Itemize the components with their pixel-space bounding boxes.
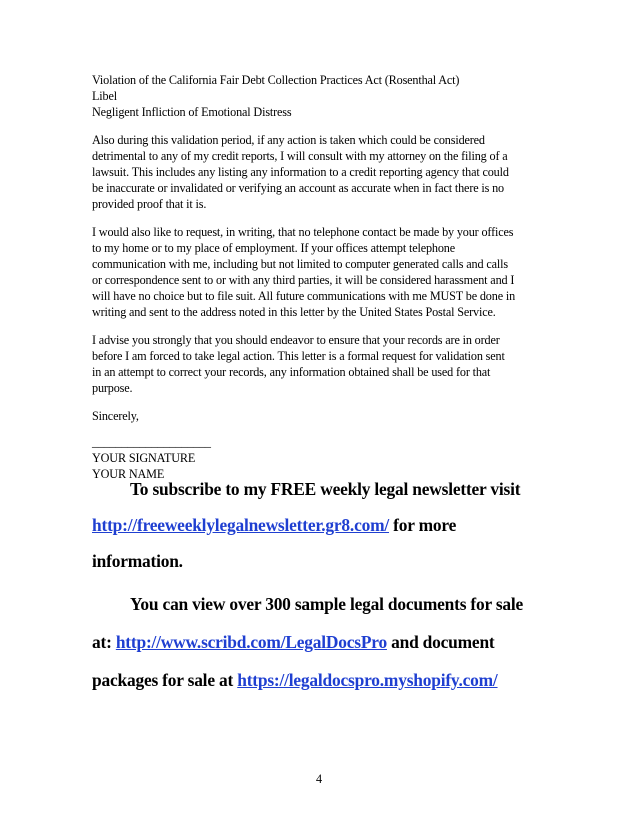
claim-item: Libel (92, 89, 117, 103)
shopify-link[interactable]: https://legaldocspro.myshopify.com/ (237, 670, 498, 690)
letter-body (92, 72, 552, 482)
promo-line (92, 514, 456, 536)
promo-text: for more (389, 515, 457, 535)
signature-line: ____________________ (92, 435, 211, 449)
promo-line: information. (92, 551, 183, 571)
name-label: YOUR NAME (92, 467, 165, 481)
paragraph-line: lawsuit. This includes any listing any information to a credit reporting agency that could (92, 165, 509, 179)
paragraph-line: purpose. (92, 381, 133, 395)
promo-line (92, 631, 495, 653)
promo-text: packages for sale at (92, 670, 238, 690)
promo-text: and document (386, 632, 495, 652)
paragraph-line: will have no choice but to file suit. All future communications with me MUST be done in (92, 289, 516, 303)
paragraph-line: I advise you strongly that you should endeavor to ensure that your records are in order (92, 333, 500, 347)
paragraph-telephone (92, 224, 552, 320)
paragraph-line: Also during this validation period, if any action is taken which could be considered (92, 133, 485, 147)
paragraph-line: to my home or to my place of employment. If your offices attempt telephone (92, 241, 455, 255)
claim-item: Negligent Infliction of Emotional Distress (92, 105, 292, 119)
paragraph-line: communication with me, including but not limited to computer generated calls and calls (92, 257, 508, 271)
claim-item: Violation of the California Fair Debt Collection Practices Act (Rosenthal Act) (92, 73, 460, 87)
newsletter-link[interactable]: http://freeweeklylegalnewsletter.gr8.com/ (92, 515, 390, 535)
claims-list (92, 72, 552, 120)
paragraph-validation (92, 132, 552, 212)
promo-line: To subscribe to my FREE weekly legal newsletter visit (130, 479, 521, 499)
promo-line (92, 669, 498, 691)
scribd-link[interactable]: http://www.scribd.com/LegalDocsPro (115, 632, 387, 652)
paragraph-line: I would also like to request, in writing, that no telephone contact be made by your offices (92, 225, 514, 239)
paragraph-advise (92, 332, 552, 396)
page-number: 4 (315, 772, 323, 786)
paragraph-line: before I am forced to take legal action. This letter is a formal request for validation sent (92, 349, 505, 363)
promo-line: You can view over 300 sample legal documents for sale (130, 594, 524, 614)
paragraph-line: or correspondence sent to or with any third parties, it will be considered harassment and I (92, 273, 515, 287)
signature-label: YOUR SIGNATURE (92, 451, 196, 465)
promo-text: at: (92, 632, 116, 652)
paragraph-line: provided proof that it is. (92, 197, 207, 211)
closing: Sincerely, (92, 409, 139, 423)
paragraph-line: writing and sent to the address noted in this letter by the United States Postal Service. (92, 305, 496, 319)
paragraph-line: be inaccurate or invalidated or verifying an account as accurate when in fact there is no (92, 181, 504, 195)
paragraph-line: detrimental to any of my credit reports, I will consult with my attorney on the filing of a (92, 149, 508, 163)
paragraph-line: in an attempt to correct your records, any information obtained shall be used for that (92, 365, 491, 379)
